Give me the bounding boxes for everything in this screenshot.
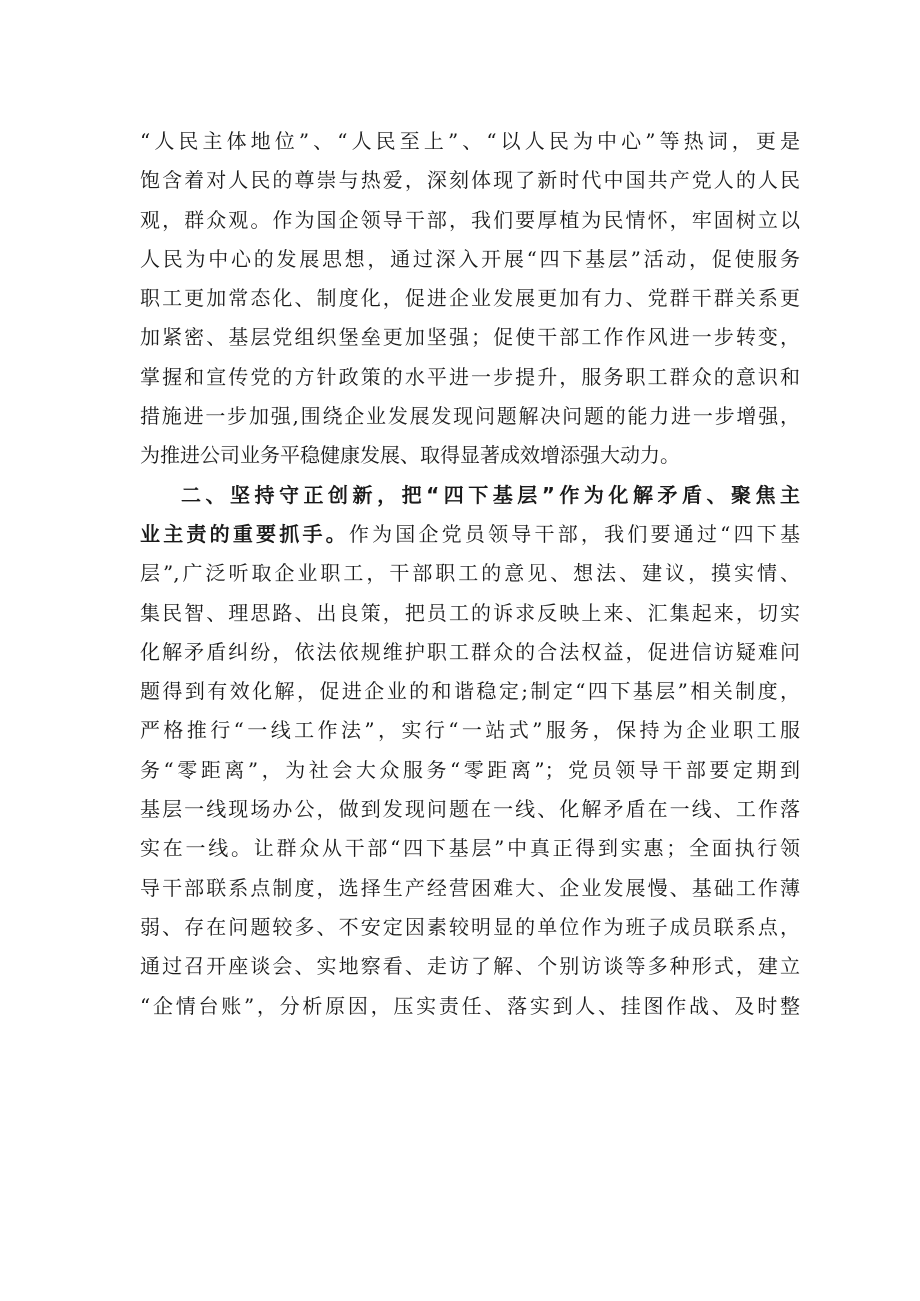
- text-line: 集民智、理思路、出良策，把员工的诉求反映上来、汇集起来，切实: [140, 600, 800, 625]
- paragraph-1: [140, 122, 800, 476]
- text-line: 饱含着对人民的尊崇与热爱，深刻体现了新时代中国共产党人的人民: [140, 168, 800, 193]
- document-body: [140, 122, 800, 1026]
- text-line: 职工更加常态化、制度化，促进企业发展更加有力、党群干群关系更: [140, 286, 800, 311]
- text-line: 化解矛盾纠纷，依法依规维护职工群众的合法权益，促进信访疑难问: [140, 639, 800, 664]
- text-line: 务“零距离”，为社会大众服务“零距离”；党员领导干部要定期到: [140, 757, 800, 782]
- text-line: 加紧密、基层党组织堡垒更加坚强；促使干部工作作风进一步转变，: [140, 325, 800, 350]
- text-line: 观，群众观。作为国企领导干部，我们要厚植为民情怀，牢固树立以: [140, 207, 800, 232]
- text-line: 弱、存在问题较多、不安定因素较明显的单位作为班子成员联系点，: [140, 914, 800, 939]
- text-line: 严格推行“一线工作法”，实行“一站式”服务，保持为企业职工服: [140, 718, 800, 743]
- text-line: 掌握和宣传党的方针政策的水平进一步提升，服务职工群众的意识和: [140, 364, 800, 389]
- text-line: “人民主体地位”、“人民至上”、“以人民为中心”等热词，更是: [140, 129, 800, 153]
- paragraph-2: [140, 476, 800, 1026]
- text-line: 题得到有效化解，促进企业的和谐稳定;制定“四下基层”相关制度，: [140, 679, 800, 704]
- text-line: [140, 515, 800, 554]
- section-heading-line: 二、坚持守正创新，把“四下基层”作为化解矛盾、聚焦主: [181, 482, 800, 507]
- text-line: 基层一线现场办公，做到发现问题在一线、化解矛盾在一线、工作落: [140, 797, 800, 822]
- text-line: 通过召开座谈会、实地察看、走访了解、个别访谈等多种形式，建立: [140, 954, 800, 979]
- text-line: 实在一线。让群众从干部“四下基层”中真正得到实惠；全面执行领: [140, 836, 800, 861]
- text-line: 措施进一步加强,围绕企业发展发现问题解决问题的能力进一步增强，: [140, 404, 800, 429]
- text-line: 层”,广泛听取企业职工，干部职工的意见、想法、建议，摸实情、: [140, 561, 800, 586]
- paragraph-text: 作为国企党员领导干部，我们要通过“四下基: [348, 521, 800, 546]
- section-heading-end: 业主责的重要抓手。: [140, 521, 349, 546]
- text-line: “企情台账”，分析原因，压实责任、落实到人、挂图作战、及时整: [140, 993, 800, 1018]
- text-line: 导干部联系点制度，选择生产经营困难大、企业发展慢、基础工作薄: [140, 875, 800, 900]
- text-line: 为推进公司业务平稳健康发展、取得显著成效增添强大动力。: [140, 443, 680, 468]
- text-line: 人民为中心的发展思想，通过深入开展“四下基层”活动，促使服务: [140, 246, 800, 271]
